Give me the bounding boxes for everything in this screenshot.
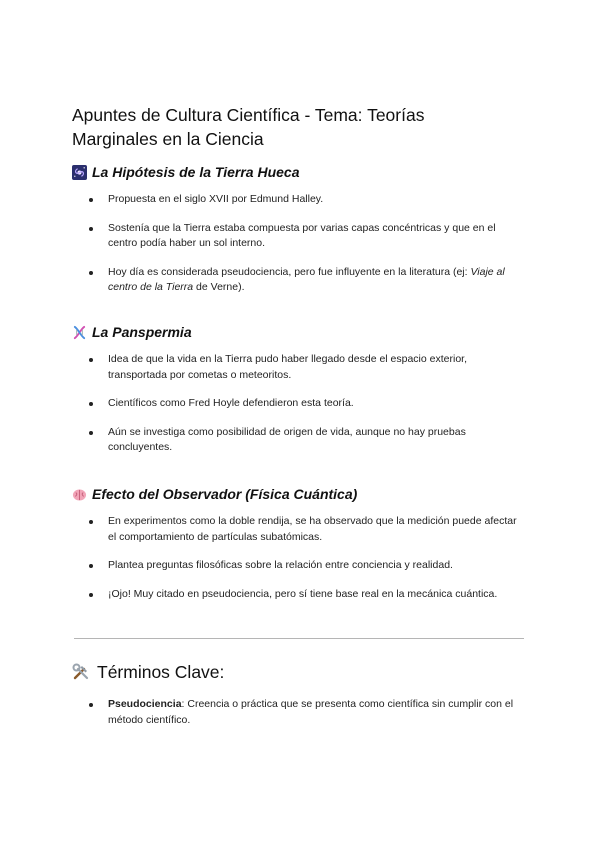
list-item-text: ¡Ojo! Muy citado en pseudociencia, pero sí tiene base real en la mecánica cuántica.	[108, 587, 498, 600]
key-terms-title: Términos Clave:	[97, 662, 225, 682]
list-item	[72, 192, 527, 208]
key-terms-heading	[72, 660, 224, 684]
section-heading-panspermia	[72, 323, 192, 341]
bullet-dot	[89, 198, 93, 202]
list-item-text: En experimentos como la doble rendija, se ha observado que la medición puede afectar el comportamiento de partículas subatómicas.	[108, 515, 517, 543]
list-item-text-end: de Verne).	[193, 281, 245, 293]
bullet-list-observer-effect	[72, 514, 527, 602]
section-heading-hollow-earth	[72, 163, 300, 181]
bullet-dot	[89, 402, 93, 406]
list-item	[72, 265, 527, 296]
list-item-text: Científicos como Fred Hoyle defendieron esta teoría.	[108, 397, 354, 409]
list-item	[72, 697, 527, 728]
list-item	[72, 221, 527, 252]
list-item	[72, 558, 527, 574]
brain-icon	[72, 487, 87, 502]
dna-icon	[72, 325, 87, 340]
list-item-text: Idea de que la vida en la Tierra pudo haber llegado desde el espacio exterior, transportada por cometas o meteoritos.	[108, 353, 467, 381]
section-heading-text: La Panspermia	[92, 324, 192, 340]
tools-icon	[72, 663, 90, 681]
galaxy-icon	[72, 165, 87, 180]
list-item	[72, 352, 527, 383]
section-heading-observer-effect	[72, 485, 357, 503]
list-item	[72, 396, 527, 412]
section-heading-text: La Hipótesis de la Tierra Hueca	[92, 164, 300, 180]
bullet-dot	[89, 593, 93, 597]
bullet-dot	[89, 703, 93, 707]
bullet-list-hollow-earth	[72, 192, 527, 296]
list-item-text: Sostenía que la Tierra estaba compuesta por varias capas concéntricas y que en el centro podía haber un sol interno.	[108, 221, 496, 249]
bullet-dot	[89, 431, 93, 435]
list-item-text: Aún se investiga como posibilidad de origen de vida, aunque no hay pruebas concluyentes.	[108, 425, 466, 453]
term-name: Pseudociencia	[108, 698, 182, 710]
horizontal-divider	[74, 638, 524, 639]
term-definition: : Creencia o práctica que se presenta como científica sin cumplir con el método científico.	[108, 698, 514, 726]
list-item-text: Propuesta en el siglo XVII por Edmund Halley.	[108, 193, 324, 205]
list-item	[72, 587, 527, 603]
key-terms-list	[72, 697, 527, 728]
section-heading-text: Efecto del Observador (Física Cuántica)	[92, 486, 358, 502]
book-title: Viaje al centro de la Tierra	[108, 265, 505, 293]
bullet-dot	[89, 564, 93, 568]
bullet-list-panspermia	[72, 352, 527, 456]
bullet-dot	[89, 358, 93, 362]
bullet-dot	[89, 520, 93, 524]
bullet-dot	[89, 227, 93, 231]
list-item-text: Plantea preguntas filosóficas sobre la relación entre conciencia y realidad.	[108, 559, 453, 571]
bullet-dot	[89, 271, 93, 275]
document-title: Apuntes de Cultura Científica - Tema: Teorías Marginales en la Ciencia	[72, 105, 425, 149]
list-item-text-start: Hoy día es considerada pseudociencia, pero fue influyente en la literatura (ej:	[108, 265, 471, 278]
list-item	[72, 425, 527, 456]
list-item	[72, 514, 527, 545]
